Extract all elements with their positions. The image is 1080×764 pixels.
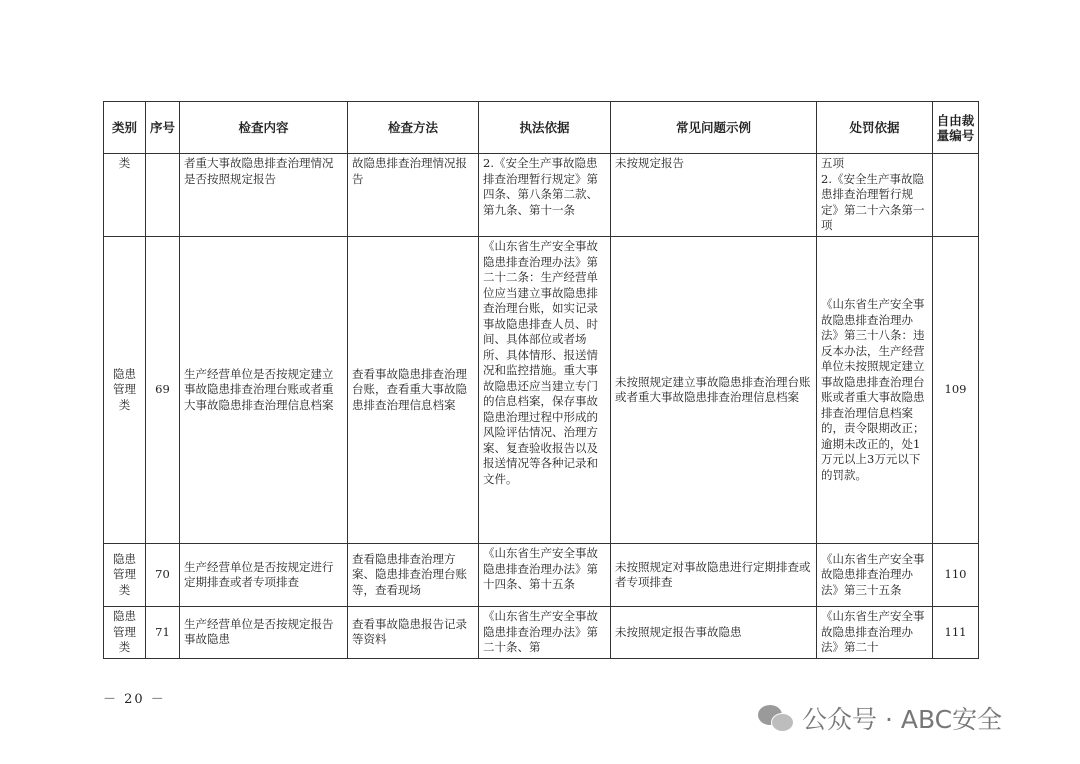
cell-basis: 《山东省生产安全事故隐患排查治理办法》第二十条、第 <box>479 607 611 659</box>
cell-issue: 未按规定报告 <box>611 154 817 237</box>
cell-method: 查看事故隐患报告记录等资料 <box>348 607 479 659</box>
cell-category: 隐患管理类 <box>104 607 146 659</box>
cell-code <box>933 154 979 237</box>
header-penalty: 处罚依据 <box>817 102 933 154</box>
cell-number: 69 <box>146 237 180 544</box>
header-category: 类别 <box>104 102 146 154</box>
cell-code: 110 <box>933 544 979 607</box>
header-basis: 执法依据 <box>479 102 611 154</box>
header-number: 序号 <box>146 102 180 154</box>
cell-penalty: 《山东省生产安全事故隐患排查治理办法》第三十五条 <box>817 544 933 607</box>
cell-number: 71 <box>146 607 180 659</box>
table-row <box>104 607 979 659</box>
cell-method: 查看隐患排查治理方案、隐患排查治理台账等，查看现场 <box>348 544 479 607</box>
cell-code: 111 <box>933 607 979 659</box>
cell-basis: 2.《安全生产事故隐患排查治理暂行规定》第四条、第八条第二款、第九条、第十一条 <box>479 154 611 237</box>
cell-penalty: 《山东省生产安全事故隐患排查治理办法》第三十八条：违反本办法，生产经营单位未按照规定建立事故隐患排查治理台账或者重大事故隐患排查治理信息档案的，责令限期改正；逾期未改正的，处1万元以上3万元以下的罚款。 <box>817 237 933 544</box>
cell-method: 故隐患排查治理情况报告 <box>348 154 479 237</box>
cell-issue: 未按照规定建立事故隐患排查治理台账或者重大事故隐患排查治理信息档案 <box>611 237 817 544</box>
cell-basis: 《山东省生产安全事故隐患排查治理办法》第二十二条：生产经营单位应当建立事故隐患排查治理台账，如实记录事故隐患排查人员、时间、具体部位或者场所、具体情形、报送情况和监控措施。重大事故隐患还应当建立专门的信息档案，保存事故隐患治理过程中形成的风险评估情况、治理方案、复查验收报告以及报送情况等各种记录和文件。 <box>479 237 611 544</box>
table-row <box>104 237 979 544</box>
cell-content: 生产经营单位是否按规定建立事故隐患排查治理台账或者重大事故隐患排查治理信息档案 <box>180 237 348 544</box>
cell-penalty: 《山东省生产安全事故隐患排查治理办法》第二十 <box>817 607 933 659</box>
cell-method: 查看事故隐患排查治理台账，查看重大事故隐患排查治理信息档案 <box>348 237 479 544</box>
header-row <box>104 102 979 154</box>
header-code: 自由裁量编号 <box>933 102 979 154</box>
cell-category: 类 <box>104 154 146 237</box>
cell-category: 隐患管理类 <box>104 544 146 607</box>
cell-basis: 《山东省生产安全事故隐患排查治理办法》第十四条、第十五条 <box>479 544 611 607</box>
header-content: 检查内容 <box>180 102 348 154</box>
cell-penalty: 五项 2.《安全生产事故隐患排查治理暂行规定》第二十六条第一项 <box>817 154 933 237</box>
watermark-text: 公众号 · ABC安全 <box>802 705 1003 734</box>
cell-content: 生产经营单位是否按规定报告事故隐患 <box>180 607 348 659</box>
cell-category: 隐患管理类 <box>104 237 146 544</box>
cell-issue: 未按照规定报告事故隐患 <box>611 607 817 659</box>
header-issue: 常见问题示例 <box>611 102 817 154</box>
cell-code: 109 <box>933 237 979 544</box>
cell-content: 者重大事故隐患排查治理情况是否按照规定报告 <box>180 154 348 237</box>
cell-content: 生产经营单位是否按规定进行定期排查或者专项排查 <box>180 544 348 607</box>
table-row <box>104 544 979 607</box>
inspection-table <box>103 101 979 659</box>
page-number: － 20 － <box>103 692 166 707</box>
cell-number <box>146 154 180 237</box>
cell-issue: 未按照规定对事故隐患进行定期排查或者专项排查 <box>611 544 817 607</box>
table-row <box>104 154 979 237</box>
wechat-icon <box>758 703 794 733</box>
cell-number: 70 <box>146 544 180 607</box>
header-method: 检查方法 <box>348 102 479 154</box>
watermark <box>758 700 1002 736</box>
